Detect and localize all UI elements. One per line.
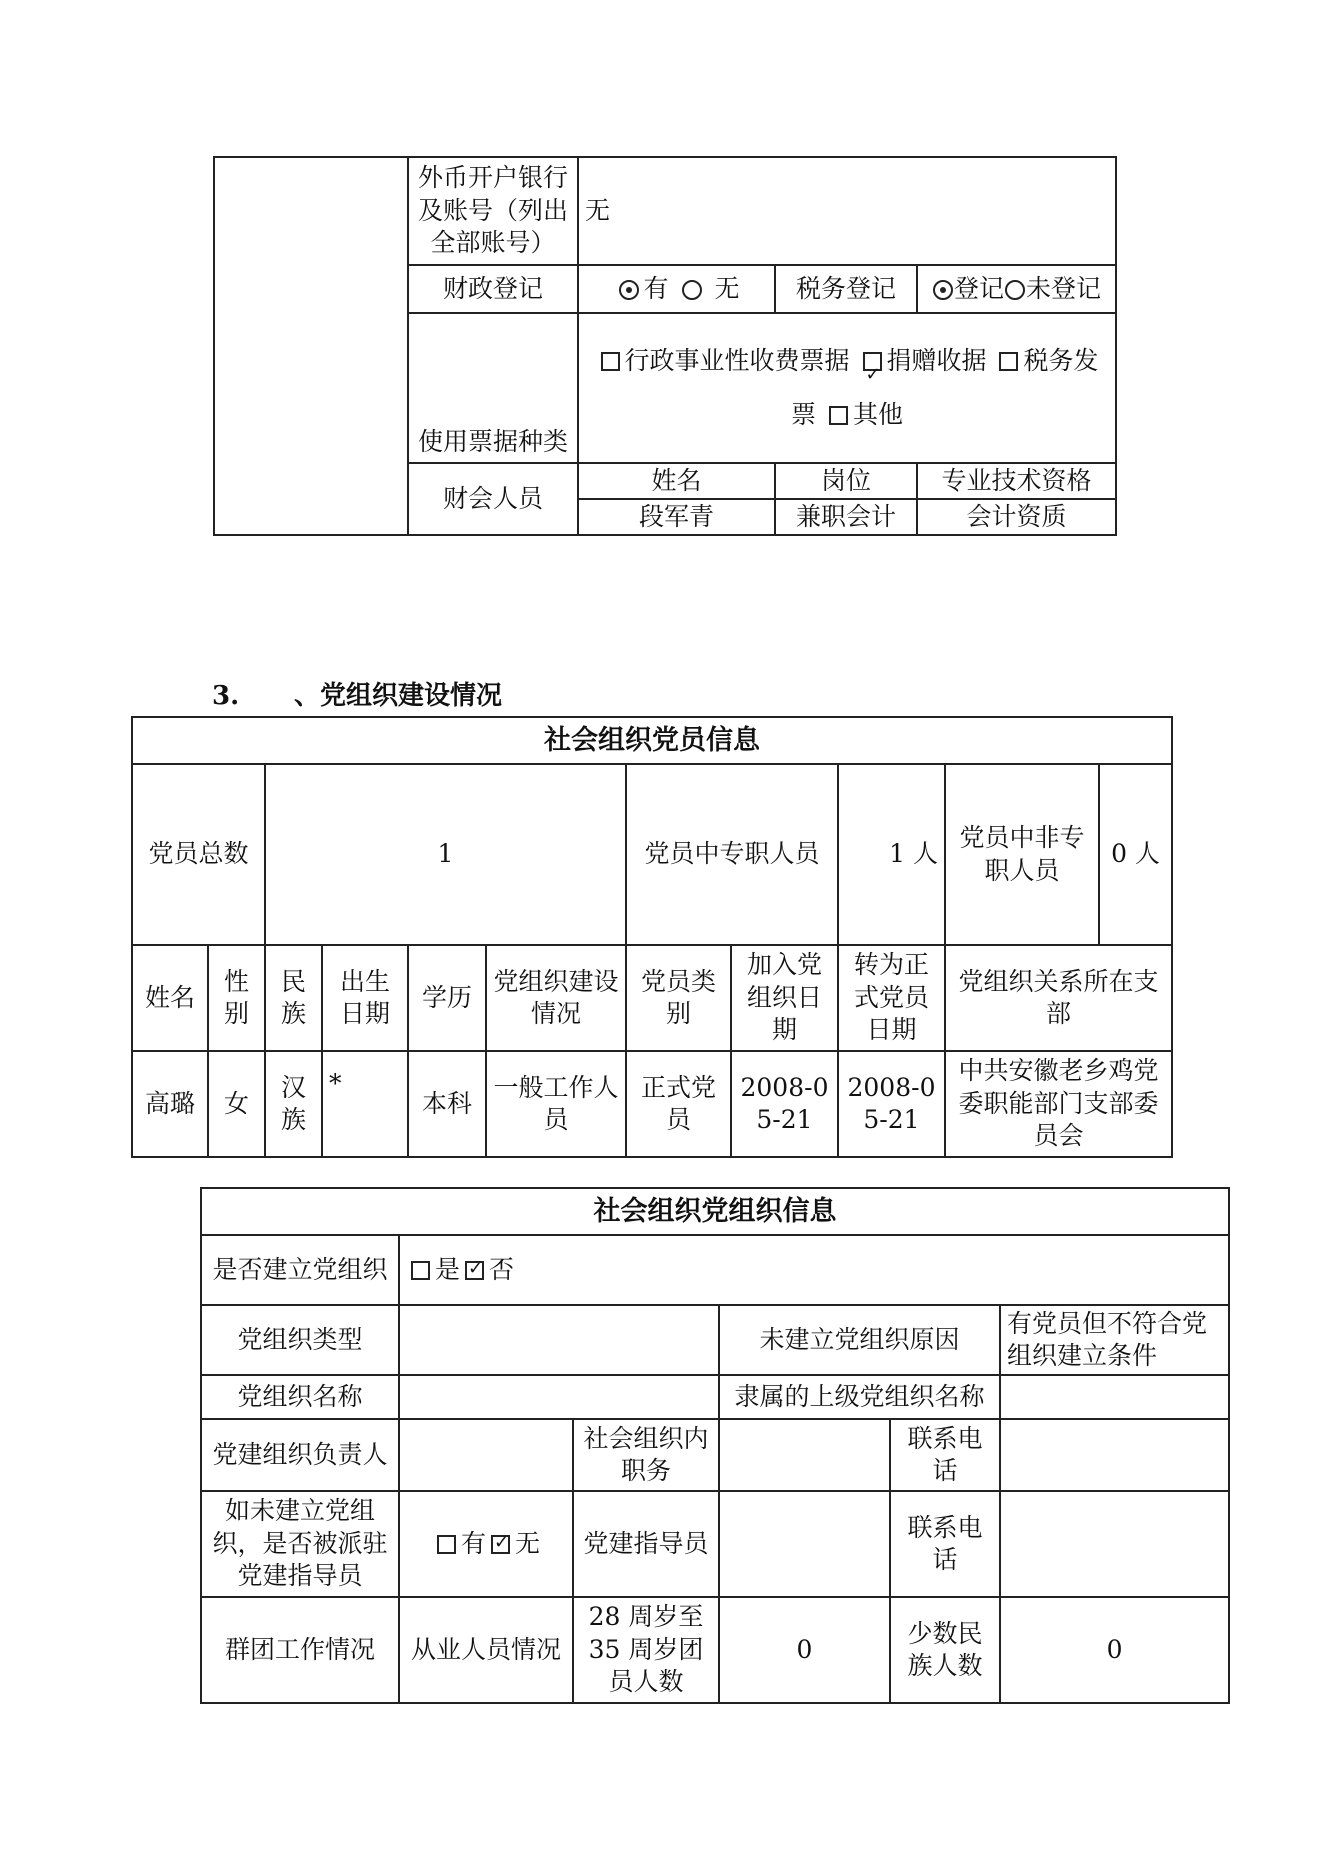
instructor-value — [719, 1491, 890, 1597]
section-heading — [212, 675, 502, 712]
checkbox-bill-other[interactable] — [829, 406, 848, 425]
youth-label: 28 周岁至 35 周岁团员人数 — [573, 1597, 719, 1703]
bill-opt-tax-b: 票 — [791, 400, 817, 429]
checkbox-bill-admin[interactable] — [601, 352, 620, 371]
section-number: 3. — [212, 681, 240, 711]
parent-value — [1000, 1375, 1229, 1419]
leader-label: 党建组织负责人 — [201, 1419, 399, 1491]
header-birth: 出生日期 — [322, 945, 408, 1051]
established-no-label: 否 — [489, 1254, 515, 1284]
member-name: 高璐 — [132, 1051, 208, 1157]
reason-value: 有党员但不符合党组织建立条件 — [1000, 1305, 1229, 1375]
finance-table — [213, 156, 1117, 536]
tax-reg-options — [917, 265, 1116, 313]
bill-types-options — [578, 313, 1116, 463]
position-value — [719, 1419, 890, 1491]
bill-types-label: 使用票据种类 — [408, 313, 578, 463]
member-join-date: 2008-05-21 — [731, 1051, 838, 1157]
position-label: 社会组织内职务 — [573, 1419, 719, 1491]
member-table-title: 社会组织党员信息 — [132, 717, 1172, 764]
group-work-label: 群团工作情况 — [201, 1597, 399, 1703]
radio-tax-reg[interactable] — [933, 280, 953, 300]
member-education: 本科 — [408, 1051, 486, 1157]
fulltime-value: 1 人 — [838, 764, 945, 945]
instructor-options — [399, 1491, 573, 1597]
youth-value: 0 — [719, 1597, 890, 1703]
header-org-status: 党组织建设情况 — [486, 945, 626, 1051]
fiscal-reg-options — [578, 265, 775, 313]
org-table — [200, 1187, 1230, 1704]
member-ethnicity: 汉族 — [265, 1051, 322, 1157]
checkbox-established-no[interactable] — [465, 1261, 484, 1280]
reason-label: 未建立党组织原因 — [719, 1305, 1000, 1375]
radio-tax-unreg[interactable] — [1005, 280, 1025, 300]
checkbox-bill-donation[interactable] — [863, 352, 882, 371]
table-row — [132, 1051, 1172, 1157]
org-type-label: 党组织类型 — [201, 1305, 399, 1375]
member-gender: 女 — [208, 1051, 265, 1157]
header-join-date: 加入党组织日期 — [731, 945, 838, 1051]
foreign-bank-label: 外币开户银行及账号（列出全部账号） — [408, 157, 578, 265]
member-org-status: 一般工作人员 — [486, 1051, 626, 1157]
header-branch: 党组织关系所在支部 — [945, 945, 1172, 1051]
bill-opt-admin: 行政事业性收费票据 — [624, 346, 850, 375]
fiscal-opt-no: 无 — [714, 273, 740, 303]
org-table-title: 社会组织党组织信息 — [201, 1188, 1229, 1235]
checkbox-instructor-no[interactable] — [491, 1535, 510, 1554]
member-birth: * — [322, 1051, 408, 1157]
fiscal-reg-label: 财政登记 — [408, 265, 578, 313]
header-ethnicity: 民族 — [265, 945, 322, 1051]
bill-opt-donation: 捐赠收据 — [886, 346, 987, 375]
tax-reg-label: 税务登记 — [775, 265, 917, 313]
org-type-value — [399, 1305, 719, 1375]
member-branch: 中共安徽老乡鸡党委职能部门支部委员会 — [945, 1051, 1172, 1157]
minority-value: 0 — [1000, 1597, 1229, 1703]
total-value: 1 — [265, 764, 626, 945]
established-label: 是否建立党组织 — [201, 1235, 399, 1305]
acc-col-qual: 专业技术资格 — [917, 463, 1116, 499]
parttime-label: 党员中非专职人员 — [945, 764, 1099, 945]
bill-opt-other: 其他 — [852, 400, 903, 429]
parent-label: 隶属的上级党组织名称 — [719, 1375, 1000, 1419]
checkbox-established-yes[interactable] — [411, 1261, 430, 1280]
member-full-date: 2008-05-21 — [838, 1051, 945, 1157]
leader-value — [399, 1419, 573, 1491]
total-label: 党员总数 — [132, 764, 265, 945]
org-name-value — [399, 1375, 719, 1419]
radio-fiscal-yes[interactable] — [619, 280, 639, 300]
checkbox-bill-tax[interactable] — [999, 352, 1018, 371]
fiscal-opt-yes: 有 — [643, 273, 669, 303]
header-member-type: 党员类别 — [626, 945, 731, 1051]
header-full-date: 转为正式党员日期 — [838, 945, 945, 1051]
acc-post: 兼职会计 — [775, 499, 917, 535]
blank-cell — [214, 157, 408, 535]
phone-value — [1000, 1419, 1229, 1491]
bill-opt-tax-a: 税务发 — [1023, 346, 1099, 375]
acc-col-post: 岗位 — [775, 463, 917, 499]
header-education: 学历 — [408, 945, 486, 1051]
section-title: 、党组织建设情况 — [294, 681, 503, 711]
foreign-bank-value: 无 — [578, 157, 1116, 265]
member-type: 正式党员 — [626, 1051, 731, 1157]
instructor-question: 如未建立党组织，是否被派驻党建指导员 — [201, 1491, 399, 1597]
parttime-value: 0 人 — [1099, 764, 1172, 945]
acc-col-name: 姓名 — [578, 463, 775, 499]
phone-value-2 — [1000, 1491, 1229, 1597]
staff-label: 从业人员情况 — [399, 1597, 573, 1703]
radio-fiscal-no[interactable] — [682, 280, 702, 300]
acc-qual: 会计资质 — [917, 499, 1116, 535]
tax-opt-unreg: 未登记 — [1026, 273, 1102, 303]
org-name-label: 党组织名称 — [201, 1375, 399, 1419]
acc-name: 段军青 — [578, 499, 775, 535]
phone-label: 联系电话 — [890, 1419, 1000, 1491]
checkbox-instructor-yes[interactable] — [437, 1535, 456, 1554]
tax-opt-reg: 登记 — [953, 273, 1004, 303]
instructor-yes-label: 有 — [460, 1528, 486, 1558]
instructor-label: 党建指导员 — [573, 1491, 719, 1597]
header-gender: 性别 — [208, 945, 265, 1051]
phone-label-2: 联系电话 — [890, 1491, 1000, 1597]
instructor-no-label: 无 — [515, 1528, 541, 1558]
header-name: 姓名 — [132, 945, 208, 1051]
fulltime-label: 党员中专职人员 — [626, 764, 838, 945]
established-yes-label: 是 — [435, 1254, 461, 1284]
established-options — [399, 1235, 1229, 1305]
member-table — [131, 716, 1173, 1158]
minority-label: 少数民族人数 — [890, 1597, 1000, 1703]
accountant-label: 财会人员 — [408, 463, 578, 535]
